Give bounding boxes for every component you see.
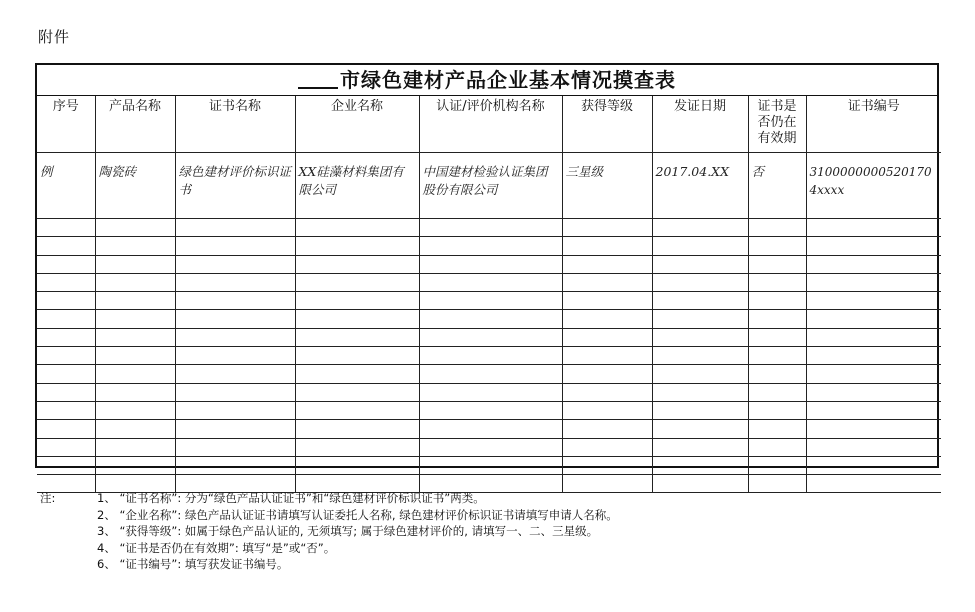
empty-cell — [748, 219, 806, 237]
col-header-index: 序号 — [37, 96, 95, 153]
empty-cell — [295, 219, 419, 237]
empty-row — [37, 328, 941, 346]
empty-row — [37, 365, 941, 383]
empty-cell — [652, 292, 748, 310]
empty-cell — [95, 310, 175, 328]
empty-cell — [175, 401, 295, 419]
empty-cell — [806, 219, 941, 237]
empty-cell — [175, 255, 295, 273]
col-header-cert-no: 证书编号 — [806, 96, 941, 153]
note-item: 3、 “获得等级”: 如属于绿色产品认证的, 无须填写; 属于绿色建材评价的, 请填写一、二、三星级。 — [97, 524, 599, 538]
empty-cell — [748, 383, 806, 401]
empty-cell — [652, 475, 748, 493]
empty-row — [37, 255, 941, 273]
empty-cell — [419, 438, 562, 456]
empty-row — [37, 273, 941, 291]
cell-valid: 否 — [748, 153, 806, 219]
empty-cell — [419, 347, 562, 365]
empty-cell — [295, 310, 419, 328]
empty-cell — [175, 219, 295, 237]
empty-cell — [37, 328, 95, 346]
empty-cell — [295, 383, 419, 401]
empty-cell — [419, 365, 562, 383]
empty-cell — [806, 475, 941, 493]
empty-cell — [95, 420, 175, 438]
empty-cell — [748, 365, 806, 383]
attachment-label: 附件 — [38, 28, 71, 46]
empty-cell — [37, 347, 95, 365]
empty-cell — [562, 219, 652, 237]
empty-cell — [175, 438, 295, 456]
empty-cell — [748, 310, 806, 328]
empty-cell — [95, 438, 175, 456]
empty-cell — [806, 383, 941, 401]
empty-cell — [748, 255, 806, 273]
empty-cell — [748, 475, 806, 493]
empty-cell — [562, 237, 652, 255]
empty-row — [37, 219, 941, 237]
cell-certificate: 绿色建材评价标识证书 — [175, 153, 295, 219]
empty-cell — [562, 310, 652, 328]
empty-cell — [806, 420, 941, 438]
empty-cell — [748, 273, 806, 291]
empty-cell — [95, 292, 175, 310]
col-header-agency: 认证/评价机构名称 — [419, 96, 562, 153]
empty-cell — [175, 347, 295, 365]
empty-cell — [419, 237, 562, 255]
empty-cell — [295, 328, 419, 346]
notes-heading: 注: — [40, 491, 56, 505]
empty-cell — [37, 219, 95, 237]
empty-cell — [295, 237, 419, 255]
empty-cell — [37, 255, 95, 273]
empty-cell — [806, 438, 941, 456]
empty-cell — [419, 328, 562, 346]
col-header-level: 获得等级 — [562, 96, 652, 153]
city-blank-line — [298, 69, 338, 89]
empty-cell — [175, 237, 295, 255]
empty-cell — [652, 328, 748, 346]
empty-cell — [95, 328, 175, 346]
empty-cell — [37, 273, 95, 291]
empty-row — [37, 347, 941, 365]
cell-index: 例 — [37, 153, 95, 219]
cell-date: 2017.04.XX — [652, 153, 748, 219]
empty-cell — [806, 456, 941, 474]
empty-cell — [562, 328, 652, 346]
empty-cell — [37, 456, 95, 474]
empty-cell — [37, 310, 95, 328]
empty-cell — [419, 273, 562, 291]
note-item: 4、 “证书是否仍在有效期”: 填写“是”或“否”。 — [97, 540, 336, 555]
empty-cell — [95, 401, 175, 419]
survey-table — [37, 96, 941, 493]
col-header-company: 企业名称 — [295, 96, 419, 153]
empty-cell — [37, 365, 95, 383]
cell-cert-no: 31000000005201704xxxx — [806, 153, 941, 219]
empty-row — [37, 237, 941, 255]
empty-cell — [806, 292, 941, 310]
empty-cell — [95, 237, 175, 255]
empty-cell — [37, 420, 95, 438]
empty-cell — [295, 456, 419, 474]
empty-cell — [748, 292, 806, 310]
empty-cell — [419, 292, 562, 310]
empty-cell — [562, 420, 652, 438]
empty-cell — [175, 328, 295, 346]
empty-cell — [175, 365, 295, 383]
empty-cell — [37, 438, 95, 456]
empty-cell — [562, 347, 652, 365]
empty-cell — [652, 401, 748, 419]
notes-section — [40, 490, 618, 573]
empty-cell — [37, 292, 95, 310]
empty-cell — [806, 347, 941, 365]
empty-cell — [37, 401, 95, 419]
empty-cell — [419, 310, 562, 328]
empty-cell — [748, 347, 806, 365]
notes-list — [40, 490, 618, 573]
empty-cell — [806, 328, 941, 346]
empty-cell — [652, 383, 748, 401]
example-row — [37, 153, 941, 219]
empty-cell — [295, 365, 419, 383]
empty-cell — [652, 255, 748, 273]
empty-cell — [175, 456, 295, 474]
empty-cell — [806, 255, 941, 273]
empty-cell — [748, 438, 806, 456]
empty-cell — [748, 456, 806, 474]
empty-row — [37, 310, 941, 328]
empty-cell — [175, 292, 295, 310]
empty-cell — [95, 383, 175, 401]
empty-cell — [95, 347, 175, 365]
empty-cell — [748, 328, 806, 346]
empty-cell — [806, 365, 941, 383]
empty-cell — [419, 219, 562, 237]
empty-cell — [748, 401, 806, 419]
cell-level: 三星级 — [562, 153, 652, 219]
empty-row — [37, 438, 941, 456]
note-item: 1、 “证书名称”: 分为“绿色产品认证证书”和“绿色建材评价标识证书”两类。 — [97, 491, 485, 505]
empty-row — [37, 456, 941, 474]
empty-cell — [295, 347, 419, 365]
empty-cell — [562, 292, 652, 310]
empty-cell — [748, 237, 806, 255]
empty-cell — [37, 237, 95, 255]
empty-cell — [95, 456, 175, 474]
empty-cell — [652, 438, 748, 456]
empty-cell — [562, 401, 652, 419]
empty-cell — [806, 273, 941, 291]
note-item: 6、 “证书编号”: 填写获发证书编号。 — [97, 557, 289, 571]
empty-cell — [37, 383, 95, 401]
empty-cell — [562, 456, 652, 474]
empty-cell — [175, 383, 295, 401]
note-item: 2、 “企业名称”: 绿色产品认证证书请填写认证委托人名称, 绿色建材评价标识证书请填写申请人名称。 — [97, 507, 618, 522]
empty-cell — [652, 365, 748, 383]
empty-cell — [419, 456, 562, 474]
empty-cell — [419, 255, 562, 273]
empty-cell — [652, 237, 748, 255]
empty-cell — [652, 347, 748, 365]
empty-cell — [652, 273, 748, 291]
empty-cell — [295, 438, 419, 456]
header-row — [37, 96, 941, 153]
empty-cell — [652, 310, 748, 328]
col-header-valid: 证书是否仍在有效期 — [748, 96, 806, 153]
empty-cell — [562, 255, 652, 273]
empty-cell — [295, 292, 419, 310]
empty-cell — [748, 420, 806, 438]
form-title-text: 市绿色建材产品企业基本情况摸查表 — [340, 68, 676, 92]
empty-cell — [652, 456, 748, 474]
empty-cell — [95, 365, 175, 383]
empty-cell — [562, 365, 652, 383]
survey-form — [35, 63, 939, 468]
cell-company: XX硅藻材料集团有限公司 — [295, 153, 419, 219]
col-header-date: 发证日期 — [652, 96, 748, 153]
form-title — [37, 65, 937, 96]
empty-cell — [419, 420, 562, 438]
empty-cell — [419, 383, 562, 401]
empty-cell — [95, 219, 175, 237]
col-header-product: 产品名称 — [95, 96, 175, 153]
cell-agency: 中国建材检验认证集团股份有限公司 — [419, 153, 562, 219]
col-header-certificate: 证书名称 — [175, 96, 295, 153]
empty-cell — [295, 420, 419, 438]
empty-cell — [562, 273, 652, 291]
empty-cell — [175, 310, 295, 328]
empty-row — [37, 401, 941, 419]
empty-cell — [419, 401, 562, 419]
empty-cell — [295, 273, 419, 291]
empty-row — [37, 292, 941, 310]
empty-cell — [175, 273, 295, 291]
empty-cell — [652, 219, 748, 237]
empty-cell — [295, 401, 419, 419]
empty-cell — [175, 420, 295, 438]
empty-cell — [562, 438, 652, 456]
empty-cell — [652, 420, 748, 438]
empty-row — [37, 420, 941, 438]
cell-product: 陶瓷砖 — [95, 153, 175, 219]
empty-cell — [95, 273, 175, 291]
empty-cell — [295, 255, 419, 273]
empty-row — [37, 383, 941, 401]
empty-cell — [806, 237, 941, 255]
empty-cell — [95, 255, 175, 273]
empty-cell — [806, 401, 941, 419]
empty-cell — [562, 383, 652, 401]
empty-cell — [806, 310, 941, 328]
